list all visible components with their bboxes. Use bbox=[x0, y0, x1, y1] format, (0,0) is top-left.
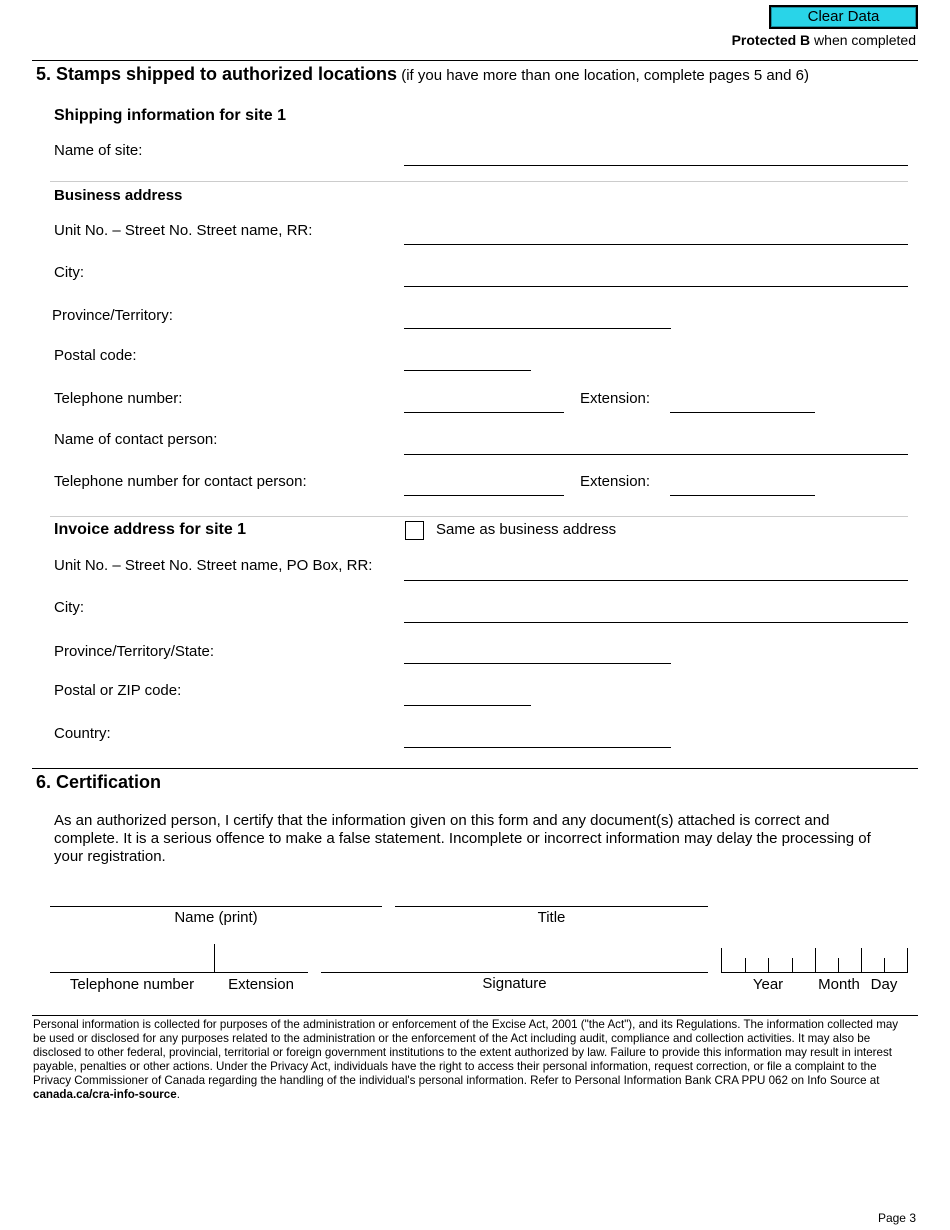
protected-b-label: Protected B bbox=[731, 32, 811, 48]
section-6-title: 6. Certification bbox=[36, 772, 162, 792]
section-5-heading: 5. Stamps shipped to authorized locations bbox=[36, 64, 398, 84]
cert-telephone-label: Telephone number bbox=[69, 976, 195, 993]
same-as-business-label: Same as business address bbox=[436, 521, 617, 538]
section-6-divider bbox=[32, 768, 918, 769]
business-address-title: Business address bbox=[54, 187, 183, 204]
invoice-province-field[interactable] bbox=[404, 663, 671, 664]
cert-extension-label: Extension bbox=[228, 976, 294, 993]
business-province-label: Province/Territory: bbox=[52, 307, 173, 324]
privacy-end: . bbox=[176, 1088, 180, 1101]
date-tick-y0 bbox=[721, 948, 722, 972]
business-street-field[interactable] bbox=[404, 244, 908, 245]
invoice-address-title: Invoice address for site 1 bbox=[54, 521, 247, 538]
invoice-country-field[interactable] bbox=[404, 747, 671, 748]
protected-b-suffix: when completed bbox=[810, 32, 916, 48]
page-number: Page 3 bbox=[877, 1211, 916, 1225]
divider-business bbox=[50, 181, 908, 182]
invoice-postal-label: Postal or ZIP code: bbox=[54, 682, 182, 699]
date-tick-y1 bbox=[745, 958, 746, 972]
contact-name-label: Name of contact person: bbox=[54, 431, 218, 448]
info-source-link: canada.ca/cra-info-source bbox=[33, 1088, 177, 1101]
date-tick-y2 bbox=[768, 958, 769, 972]
business-city-label: City: bbox=[54, 264, 84, 281]
protected-b-notice bbox=[732, 32, 916, 48]
date-day-label: Day bbox=[870, 976, 898, 993]
section-5-note: (if you have more than one location, complete pages 5 and 6) bbox=[397, 67, 809, 84]
signature-field[interactable] bbox=[321, 972, 708, 973]
date-tick-y3 bbox=[792, 958, 793, 972]
invoice-postal-field[interactable] bbox=[404, 705, 531, 706]
certification-statement: As an authorized person, I certify that the information given on this form and any document(s) attached is correct and complete. It is a serious offence to make a false statement. Incomplete or incorrect information may delay the processing of your registration. bbox=[54, 812, 871, 865]
contact-phone-label: Telephone number for contact person: bbox=[54, 473, 307, 490]
cert-telephone-field[interactable] bbox=[50, 972, 214, 973]
contact-phone-field[interactable] bbox=[404, 495, 564, 496]
invoice-province-label: Province/Territory/State: bbox=[54, 643, 215, 660]
contact-extension-label: Extension: bbox=[580, 473, 651, 490]
invoice-city-field[interactable] bbox=[404, 622, 908, 623]
date-tick-d1 bbox=[884, 958, 885, 972]
phone-extension-separator bbox=[214, 944, 215, 972]
name-print-field[interactable] bbox=[50, 906, 382, 907]
invoice-street-field[interactable] bbox=[404, 580, 908, 581]
date-month-label: Month bbox=[818, 976, 860, 993]
business-province-field[interactable] bbox=[404, 328, 671, 329]
business-street-label: Unit No. – Street No. Street name, RR: bbox=[54, 222, 313, 239]
header-divider bbox=[32, 60, 918, 61]
title-field[interactable] bbox=[395, 906, 708, 907]
invoice-country-label: Country: bbox=[54, 725, 111, 742]
business-postal-field[interactable] bbox=[404, 370, 531, 371]
date-tick-end bbox=[907, 948, 908, 972]
cert-extension-field[interactable] bbox=[214, 972, 308, 973]
title-label: Title bbox=[537, 909, 566, 926]
business-extension-label: Extension: bbox=[580, 390, 651, 407]
business-postal-label: Postal code: bbox=[54, 347, 137, 364]
contact-name-field[interactable] bbox=[404, 454, 908, 455]
business-telephone-label: Telephone number: bbox=[54, 390, 183, 407]
divider-invoice bbox=[50, 516, 908, 517]
date-field[interactable] bbox=[721, 972, 908, 973]
section-5-title bbox=[36, 64, 809, 85]
name-print-label: Name (print) bbox=[174, 909, 258, 926]
contact-extension-field[interactable] bbox=[670, 495, 815, 496]
privacy-notice bbox=[33, 1018, 913, 1102]
name-of-site-label: Name of site: bbox=[54, 142, 143, 159]
business-telephone-field[interactable] bbox=[404, 412, 564, 413]
name-of-site-field[interactable] bbox=[404, 165, 908, 166]
business-extension-field[interactable] bbox=[670, 412, 815, 413]
date-tick-m1 bbox=[838, 958, 839, 972]
signature-label: Signature bbox=[482, 975, 547, 992]
privacy-text: Personal information is collected for purposes of the administration or enforcement of the Excise Act, 2001 ("the Act"), and its Regulations. The information collected may be used or disclosed for any purposes related to the administration or the enforcement of the Act including audit, compliance and collection activities. It may also be disclosed to other federal, provincial, territorial or foreign government institutions to the extent authorized by law. Failure to provide this information may result in interest payable, penalties or other actions. Under the Privacy Act, individuals have the right to access their personal information, request correction, or file a complaint to the Privacy Commissioner of Canada regarding the handling of the individual's personal information. Refer to Personal Information Bank CRA PPU 062 on Info Source at bbox=[33, 1018, 899, 1087]
invoice-city-label: City: bbox=[54, 599, 84, 616]
date-tick-d0 bbox=[861, 948, 862, 972]
date-tick-m0 bbox=[815, 948, 816, 972]
invoice-street-label: Unit No. – Street No. Street name, PO Box, RR: bbox=[54, 557, 373, 574]
date-year-label: Year bbox=[752, 976, 784, 993]
shipping-info-title: Shipping information for site 1 bbox=[54, 107, 286, 124]
clear-data-button[interactable]: Clear Data bbox=[769, 5, 918, 29]
business-city-field[interactable] bbox=[404, 286, 908, 287]
same-as-business-checkbox[interactable] bbox=[405, 521, 424, 540]
privacy-divider bbox=[32, 1015, 918, 1016]
